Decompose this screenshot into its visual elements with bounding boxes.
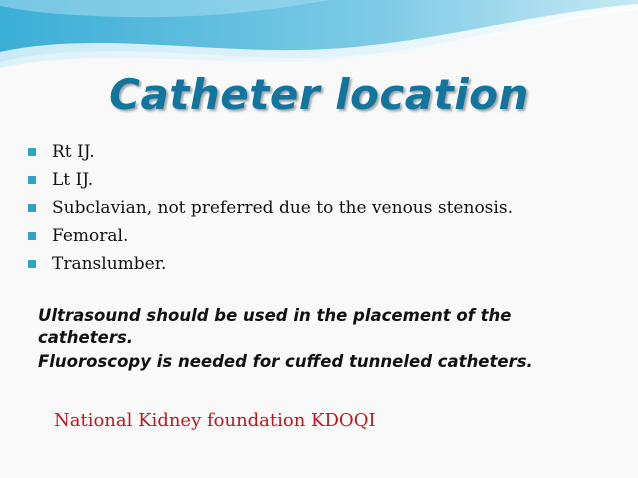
- slide-title: Catheter location: [109, 70, 529, 119]
- square-bullet-icon: [28, 176, 36, 184]
- bullet-item-lt-ij: [22, 166, 513, 194]
- bullet-text: Translumber.: [52, 254, 167, 274]
- square-bullet-icon: [28, 148, 36, 156]
- square-bullet-icon: [28, 260, 36, 268]
- bullet-text: Rt IJ.: [52, 142, 95, 162]
- square-bullet-icon: [28, 232, 36, 240]
- bullet-item-femoral: [22, 222, 513, 250]
- bullet-text: Subclavian, not preferred due to the venous stenosis.: [52, 198, 513, 218]
- bullet-text: Lt IJ.: [52, 170, 94, 190]
- bullet-item-translumber: [22, 250, 513, 278]
- square-bullet-icon: [28, 204, 36, 212]
- bullet-item-rt-ij: [22, 138, 513, 166]
- bullet-list: [22, 138, 513, 278]
- bullet-item-subclavian: [22, 194, 513, 222]
- notes-block: [38, 305, 598, 375]
- bullet-text: Femoral.: [52, 226, 129, 246]
- fluoroscopy-note: Fluoroscopy is needed for cuffed tunneled catheters.: [38, 352, 533, 371]
- header-wave-decoration: [0, 0, 638, 80]
- ultrasound-note: Ultrasound should be used in the placement of the catheters.: [38, 306, 512, 347]
- reference-citation: National Kidney foundation KDOQI: [54, 410, 376, 431]
